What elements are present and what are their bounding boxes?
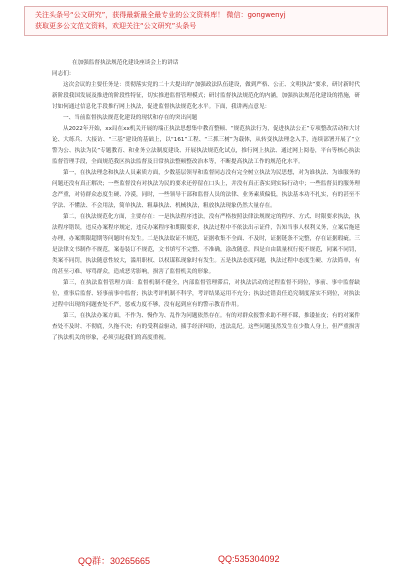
document-title: 在加强监督执法规范化建设座谈会上的讲话: [72, 60, 179, 66]
document-salutation: 同志们：: [52, 71, 75, 77]
paragraph: 第三，在执法办案方面，不作为、慢作为、乱作为问题依然存在。有的对群众报警求助不理不睬，推诿扯皮；有的对案件查处不及时、不彻底，久拖不决；有的受利益驱动，插手经济纠纷，违法乱纪。这些问题虽然发生在少数人身上，但严重损害了执法机关的形象，必须引起我们的高度重视。: [52, 313, 360, 341]
section-heading: 一、当前监督执法规范化建设的现状和存在的突出问题: [63, 115, 198, 121]
paragraph: 从2022年开始，xx局在xx机关开展的端正执法思想集中教育整顿、“规范执法行为，促进执法公正”专项整改活动和大讨论、大练兵、大接访、“三基”建设的基础上，以“161”工程、“三抓三树”为载体，从转变执法理念入手，连续部署开展了“立警为公、执法为民”专题教育、和业务立法制度建设、开展执法规范化试点，推行网上执法、通过网上阅卷，平台等核心执法监督管理手段，全面规范我区执法监督及日常执法整顿整改治本等，不断提高执法工作的规范化水平。: [52, 126, 360, 165]
paragraph: 第三，在执法监督管理方面：监督机制不健全，内部监督管理滞后，对执法活动的过程监督不到位，事前、事中监督缺位，重事后监督、轻事前事中监督；执法考评机制不科学，考评结果运用不充分；执法过错责任追究制度落实不到位，对执法过程中出现的问题查处不严，惩戒力度不够，没有起到应有的警示教育作用。: [52, 280, 360, 308]
document-body: [52, 58, 360, 344]
header-banner-line2: 获取更多公文范文资料，欢迎关注“公文研究”头条号: [35, 22, 197, 30]
header-banner-line1: 关注头条号“公文研究”，获得最新最全最专业的公文资料库！ 微信：gongwenyj: [35, 11, 286, 19]
footer-qq-group: QQ群：30265665: [78, 556, 151, 566]
header-banner-box: [24, 6, 388, 36]
footer-banner: [0, 549, 408, 575]
header-banner: [0, 0, 408, 40]
paragraph: 第一，在执法理念和执法人员素质方面，少数基层领导和监督同志没有完全树立执法为民思想，对为谁执法、为谁服务的问题还没有真正解决；一些监督没有对执法为民的要求还停留在口头上，并没有真正落实到实际行动中；一些监督员的服务理念严重，对待群众态度生硬、冷漠，同时，一些领导干部和监督人员的法律、业务素质偏低，执法基本功不扎实，有的甚至不学法、不懂法、不会用法，简单执法、粗暴执法、机械执法，粗放执法现象仍然大量存在。: [52, 170, 360, 209]
paragraph: 这次会议的主要任务是：贯彻落实党的二十大提出的“加强政法队伍建设，做到严格、公正、文明执法”要求，研讨新时代新阶段我国发展及推进的阶段性特征，切实推进监督管理模式；研讨监督执法规范化的内涵，加强执法规范化建设的措施，研讨如何通过信息化手段推行网上执法，促进监督执法规范化水平。下面，我讲两点意见：: [52, 82, 360, 110]
footer-qq: QQ:535304092: [218, 554, 280, 564]
paragraph: 第二，在执法规范化方面，主要存在：一是执法程序违法，没有严格按照法律法规规定的程序、方式、时限要求执法，执法程序错误，违反办案程序规定，违反办案程序和期限要求，执法过程中不依法出示证件，告知当事人权利义务，立案后拖延办理，办案期限超期等问题时有发生。二是执法取证不规范，证据收集不全面、不及时，证据链条不完整，存在证据瑕疵。三是法律文书制作不规范，案卷装订不规范，文书填写不完整、不准确，涂改随意。四是自由裁量权行使不规范，同案不同罚，类案不同罚，执法随意性较大，滥用职权、以权谋私现象时有发生。五是执法态度问题，执法过程中态度生硬、方法简单，有的甚至刁难、辱骂群众，造成恶劣影响，损害了监督机关的形象。: [52, 214, 360, 275]
